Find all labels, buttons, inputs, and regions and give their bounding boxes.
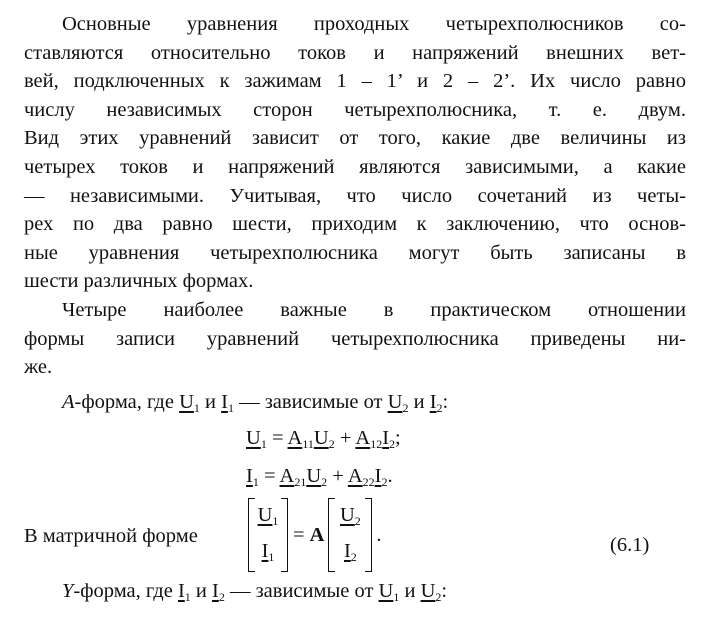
period: . — [387, 465, 393, 487]
equation-number: (6.1) — [610, 534, 650, 556]
symbol-I: I — [261, 540, 269, 562]
equation-u1 — [246, 424, 401, 458]
symbol-I: I — [246, 465, 253, 487]
semicolon: ; — [395, 427, 401, 449]
a-form-text: -форма, где — [74, 391, 174, 413]
dependent-text: — зависимые от — [239, 391, 383, 413]
subscript: 2 — [389, 437, 396, 451]
symbol-U: U — [420, 580, 436, 602]
symbol-U: U — [378, 580, 394, 602]
subscript: 12 — [370, 437, 383, 451]
dependent-text: — зависимые от — [229, 580, 374, 602]
equals: = — [293, 523, 305, 546]
subscript: 1 — [272, 514, 279, 528]
matrix-equation — [248, 498, 382, 572]
symbol-U: U — [339, 504, 355, 526]
text-line: шести различных формах. — [24, 270, 254, 293]
subscript: 1 — [268, 550, 275, 564]
text-line: четырех токов и напряжений являются зависимыми, а какие — [24, 155, 686, 178]
a-form-intro — [62, 388, 448, 422]
y-form-text: -форма, где — [73, 580, 173, 602]
subscript: 2 — [328, 437, 335, 451]
conj-and: и — [205, 391, 216, 413]
matrix-cell — [328, 539, 372, 569]
symbol-I: I — [343, 540, 351, 562]
equals: = — [271, 427, 284, 449]
equation-i1 — [246, 462, 393, 496]
text-line: же. — [24, 356, 53, 379]
plus: + — [332, 465, 344, 487]
paragraph-1 — [24, 10, 686, 296]
symbol-U: U — [313, 427, 329, 449]
symbol-I: I — [177, 580, 185, 602]
equals: = — [263, 465, 276, 487]
colon: : — [442, 391, 449, 413]
subscript: 2 — [354, 514, 361, 528]
plus: + — [339, 427, 352, 449]
symbol-I: I — [382, 427, 390, 449]
symbol-U: U — [306, 465, 322, 487]
subscript: 2 — [436, 401, 443, 415]
matrix-form-label: В матричной форме — [24, 525, 198, 547]
text-line: ные уравнения четырехполюсника могут быть записаны в — [24, 241, 686, 264]
symbol-U: U — [257, 504, 273, 526]
text-line: рех по два равно шести, приходим к заключению, что основ- — [24, 213, 686, 236]
conj-and: и — [195, 580, 207, 602]
subscript: 1 — [252, 475, 259, 489]
symbol-U: U — [179, 391, 194, 413]
subscript: 11 — [302, 437, 314, 451]
paragraph-2 — [24, 296, 686, 382]
symbol-A: A — [347, 465, 363, 487]
text-line: ставляются относительно токов и напряжений внешних вет- — [24, 41, 686, 64]
subscript: 2 — [381, 475, 388, 489]
subscript: 2 — [402, 401, 409, 415]
subscript: 1 — [260, 437, 267, 451]
text-line: вей, подключенных к зажимам 1 – 1’ и 2 – 2’. Их число равно — [24, 70, 686, 93]
text-line: Четыре наиболее важные в практическом отношении — [62, 299, 686, 321]
subscript: 21 — [294, 475, 307, 489]
text-line: — независимыми. Учитывая, что число сочетаний из четы- — [24, 184, 686, 207]
period: . — [376, 523, 382, 546]
matrix-cell — [328, 503, 372, 533]
subscript: 1 — [184, 590, 191, 604]
symbol-I: I — [429, 391, 437, 413]
subscript: 2 — [321, 475, 328, 489]
a-form-letter: A — [62, 391, 75, 413]
conj-and: и — [404, 580, 416, 602]
symbol-A: A — [355, 427, 371, 449]
y-form-intro — [62, 577, 447, 611]
y-form-letter: Y — [62, 580, 74, 602]
subscript: 2 — [218, 590, 225, 604]
text-line: Вид этих уравнений зависит от того, какие две величины из — [24, 127, 686, 150]
text-line: числу независимых сторон четырехполюсника, т. е. двум. — [24, 98, 686, 121]
matrix-right-vector — [328, 498, 372, 572]
conj-and: и — [413, 391, 425, 413]
matrix-cell — [248, 539, 288, 569]
symbol-U: U — [246, 427, 261, 449]
symbol-A: A — [287, 427, 303, 449]
matrix-cell — [248, 503, 288, 533]
symbol-I: I — [374, 465, 382, 487]
matrix-left-vector — [248, 498, 288, 572]
symbol-I: I — [212, 580, 219, 602]
text-line: Основные уравнения проходных четырехполюсников со- — [62, 13, 686, 35]
subscript: 22 — [362, 475, 375, 489]
subscript: 1 — [227, 401, 234, 415]
text-line: формы записи уравнений четырехполюсника приведены ни- — [24, 327, 686, 350]
subscript: 2 — [435, 590, 442, 604]
subscript: 1 — [393, 590, 400, 604]
symbol-U: U — [387, 391, 403, 413]
matrix-A: A — [309, 523, 325, 546]
colon: : — [441, 580, 448, 602]
symbol-I: I — [221, 391, 228, 413]
symbol-A: A — [279, 465, 295, 487]
subscript: 2 — [350, 550, 357, 564]
subscript: 1 — [193, 401, 200, 415]
